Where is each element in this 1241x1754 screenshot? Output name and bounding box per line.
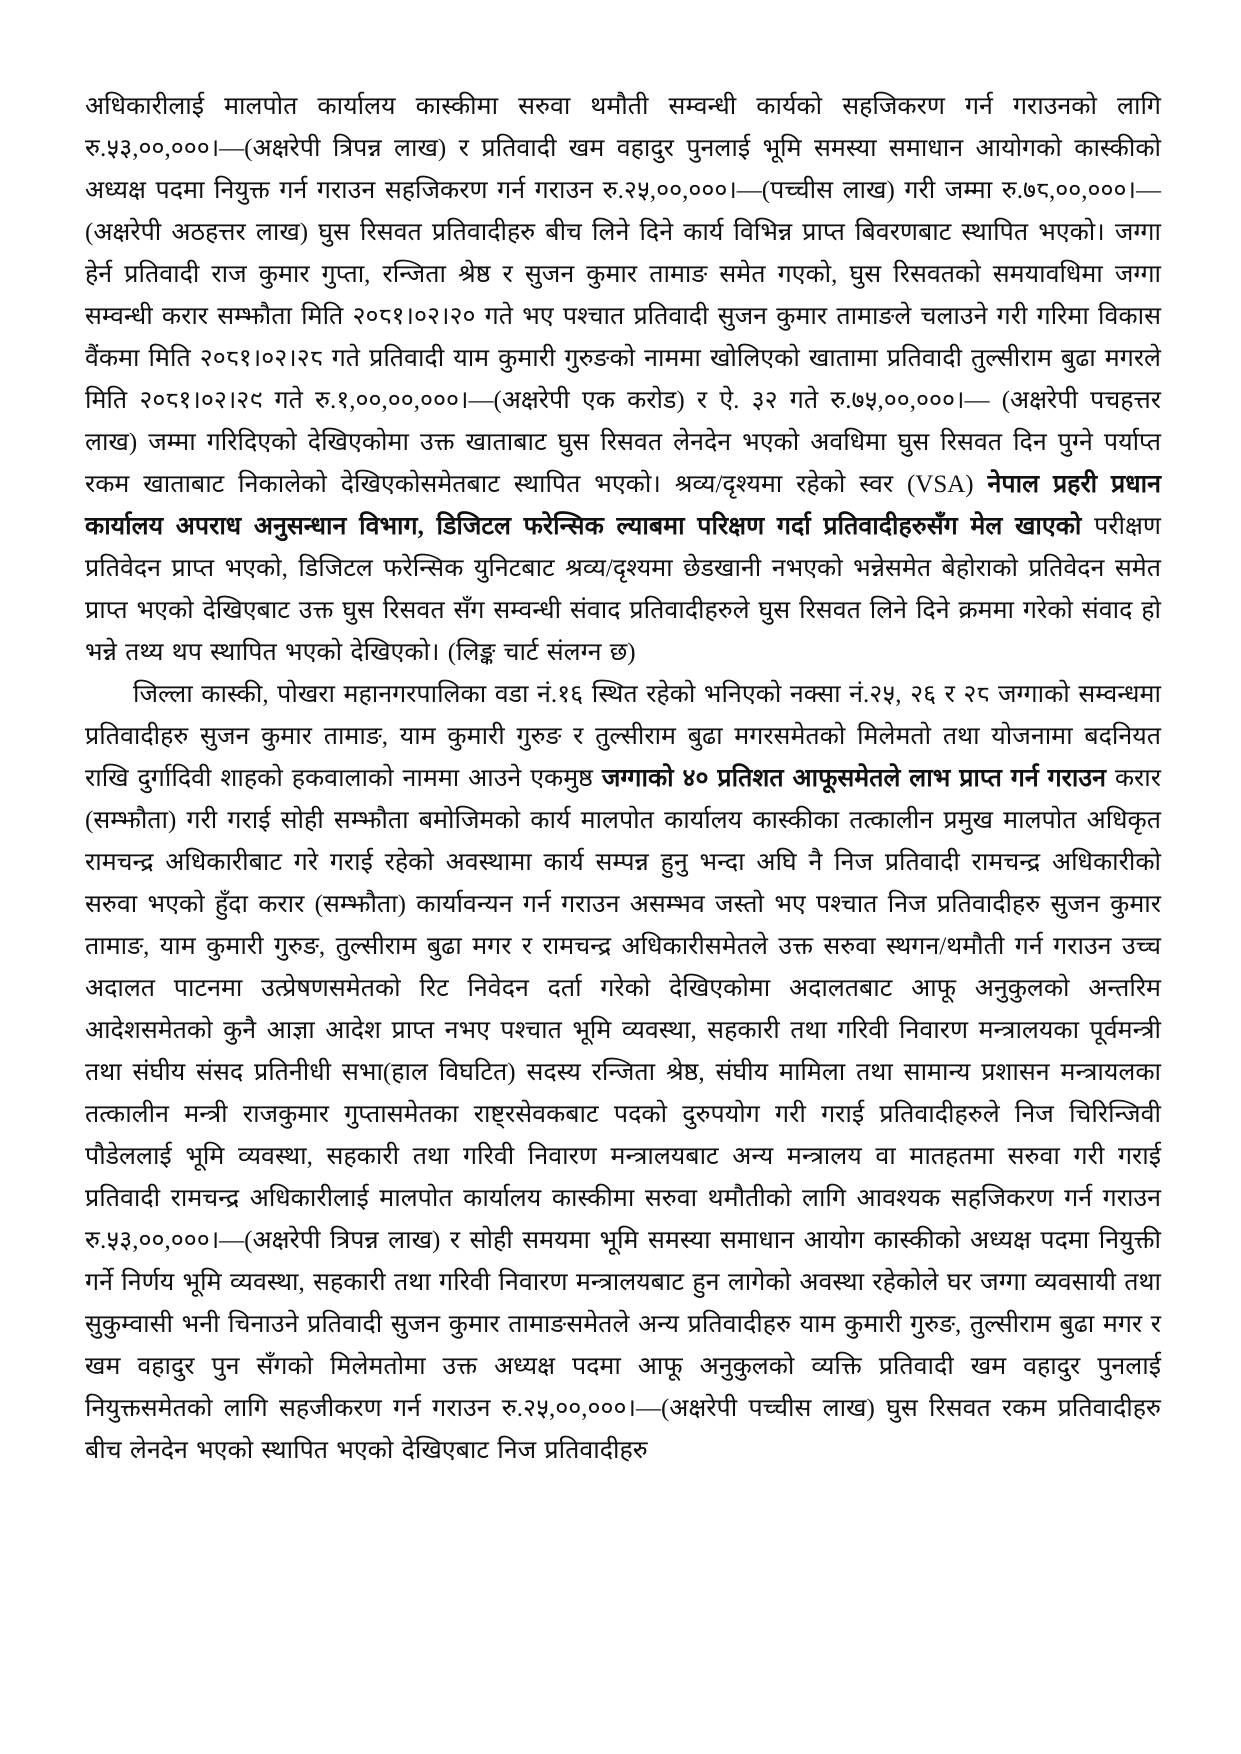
document-body — [85, 86, 1161, 1472]
paragraph — [85, 674, 1161, 1472]
paragraph — [85, 86, 1161, 674]
text-segment: करार (सम्झौता) गरी गराई सोही सम्झौता बमोजिमको कार्य मालपोत कार्यालय कास्कीका तत्कालीन प्रमुख मालपोत अधिकृत रामचन्द्र अधिकारीबाट गरे गराई रहेको अवस्थामा कार्य सम्पन्न हुनु भन्दा अघि नै निज प्रतिवादी रामचन्द्र अधिकारीको सरुवा भएको हुँदा करार (सम्झौता) कार्यावन्यन गर्न गराउन असम्भव जस्तो भए पश्चात निज प्रतिवादीहरु सुजन कुमार तामाङ, याम कुमारी गुरुङ, तुल्सीराम बुढा मगर र रामचन्द्र अधिकारीसमेतले उक्त सरुवा स्थगन/थमौती गर्न गराउन उच्च अदालत पाटनमा उत्प्रेषणसमेतको रिट निवेदन दर्ता गरेको देखिएकोमा अदालतबाट आफू अनुकुलको अन्तरिम आदेशसमेतको कुनै आज्ञा आदेश प्राप्त नभए पश्चात भूमि व्यवस्था, सहकारी तथा गरिवी निवारण मन्त्रालयका पूर्वमन्त्री तथा संघीय संसद प्रतिनीधी सभा(हाल विघटित) सदस्य रन्जिता श्रेष्ठ, संघीय मामिला तथा सामान्य प्रशासन मन्त्रायलका तत्कालीन मन्त्री राजकुमार गुप्तासमेतका राष्ट्रसेवकबाट पदको दुरुपयोग गरी गराई प्रतिवादीहरुले निज चिरिन्जिवी पौडेललाई भूमि व्यवस्था, सहकारी तथा गरिवी निवारण मन्त्रालयबाट अन्य मन्त्रालय वा मातहतमा सरुवा गरी गराई प्रतिवादी रामचन्द्र अधिकारीलाई मालपोत कार्यालय कास्कीमा सरुवा थमौतीको लागि आवश्यक सहजिकरण गर्न गराउन रु.५३,००,०००।—(अक्षरेपी त्रिपन्न लाख) र सोही समयमा भूमि समस्या समाधान आयोग कास्कीको अध्यक्ष पदमा नियुक्ती गर्ने निर्णय भूमि व्यवस्था, सहकारी तथा गरिवी निवारण मन्त्रालयबाट हुन लागेको अवस्था रहेकोले घर जग्गा व्यवसायी तथा सुकुम्वासी भनी चिनाउने प्रतिवादी सुजन कुमार तामाङसमेतले अन्य प्रतिवादीहरु याम कुमारी गुरुङ, तुल्सीराम बुढा मगर र खम वहादुर पुन सँगको मिलेमतोमा उक्त अध्यक्ष पदमा आफू अनुकुलको व्यक्ति प्रतिवादी खम वहादुर पुनलाई नियुक्तसमेतको लागि सहजीकरण गर्न गराउन रु.२५,००,०००।—(अक्षरेपी पच्चीस लाख) घुस रिसवत रकम प्रतिवादीहरु बीच लेनदेन भएको स्थापित भएको देखिएबाट निज प्रतिवादीहरु — [85, 765, 1161, 1464]
text-segment: परीक्षण प्रतिवेदन प्राप्त भएको, डिजिटल फरेन्सिक युनिटबाट श्रव्य/दृश्यमा छेडखानी नभएको भन्नेसमेत बेहोराको प्रतिवेदन समेत प्राप्त भएको देखिएबाट उक्त घुस रिसवत सँग सम्वन्धी संवाद प्रतिवादीहरुले घुस रिसवत लिने दिने क्रममा गरेको संवाद हो भन्ने तथ्य थप स्थापित भएको देखिएको। (लिङ्क चार्ट संलग्न छ) — [85, 513, 1162, 666]
bold-text-segment: जग्गाको ४० प्रतिशत आफूसमेतले लाभ प्राप्त गर्न गराउन — [601, 765, 1106, 792]
text-segment: जिल्ला कास्की, पोखरा महानगरपालिका वडा नं.१६ स्थित रहेको भनिएको नक्सा नं.२५, २६ र २८ जग्गाको सम्वन्धमा प्रतिवादीहरु सुजन कुमार तामाङ, याम कुमारी गुरुङ र तुल्सीराम बुढा मगरसमेतको मिलेमतो तथा योजनामा बदनियत राखि दुर्गादिवी शाहको हकवालाको नाममा आउने एकमुष्ठ — [85, 681, 1161, 792]
bold-text-segment: नेपाल प्रहरी प्रधान कार्यालय अपराध अनुसन्धान विभाग, डिजिटल फरेन्सिक ल्याबमा परिक्षण गर्दा प्रतिवादीहरुसँग मेल खाएको — [85, 471, 1161, 540]
text-segment: अधिकारीलाई मालपोत कार्यालय कास्कीमा सरुवा थमौती सम्वन्धी कार्यको सहजिकरण गर्न गराउनको लागि रु.५३,००,०००।—(अक्षरेपी त्रिपन्न लाख) र प्रतिवादी खम वहादुर पुनलाई भूमि समस्या समाधान आयोगको कास्कीको अध्यक्ष पदमा नियुक्त गर्न गराउन सहजिकरण गर्न गराउन रु.२५,००,०००।—(पच्चीस लाख) गरी जम्मा रु.७८,००,०००।—(अक्षरेपी अठहत्तर लाख) घुस रिसवत प्रतिवादीहरु बीच लिने दिने कार्य विभिन्न प्राप्त बिवरणबाट स्थापित भएको। जग्गा हेर्न प्रतिवादी राज कुमार गुप्ता, रन्जिता श्रेष्ठ र सुजन कुमार तामाङ समेत गएको, घुस रिसवतको समयावधिमा जग्गा सम्वन्धी करार सम्झौता मिति २०८१।०२।२० गते भए पश्चात प्रतिवादी सुजन कुमार तामाङले चलाउने गरी गरिमा विकास वैंकमा मिति २०८१।०२।२८ गते प्रतिवादी याम कुमारी गुरुङको नाममा खोलिएको खातामा प्रतिवादी तुल्सीराम बुढा मगरले मिति २०८१।०२।२९ गते रु.१,००,००,०००।—(अक्षरेपी एक करोड) र ऐ. ३२ गते रु.७५,००,०००।— (अक्षरेपी पचहत्तर लाख) जम्मा गरिदिएको देखिएकोमा उक्त खाताबाट घुस रिसवत लेनदेन भएको अवधिमा घुस रिसवत दिन पुग्ने पर्याप्त रकम खाताबाट निकालेको देखिएकोसमेतबाट स्थापित भएको। श्रव्य/दृश्यमा रहेको स्वर (VSA) — [85, 93, 1161, 498]
